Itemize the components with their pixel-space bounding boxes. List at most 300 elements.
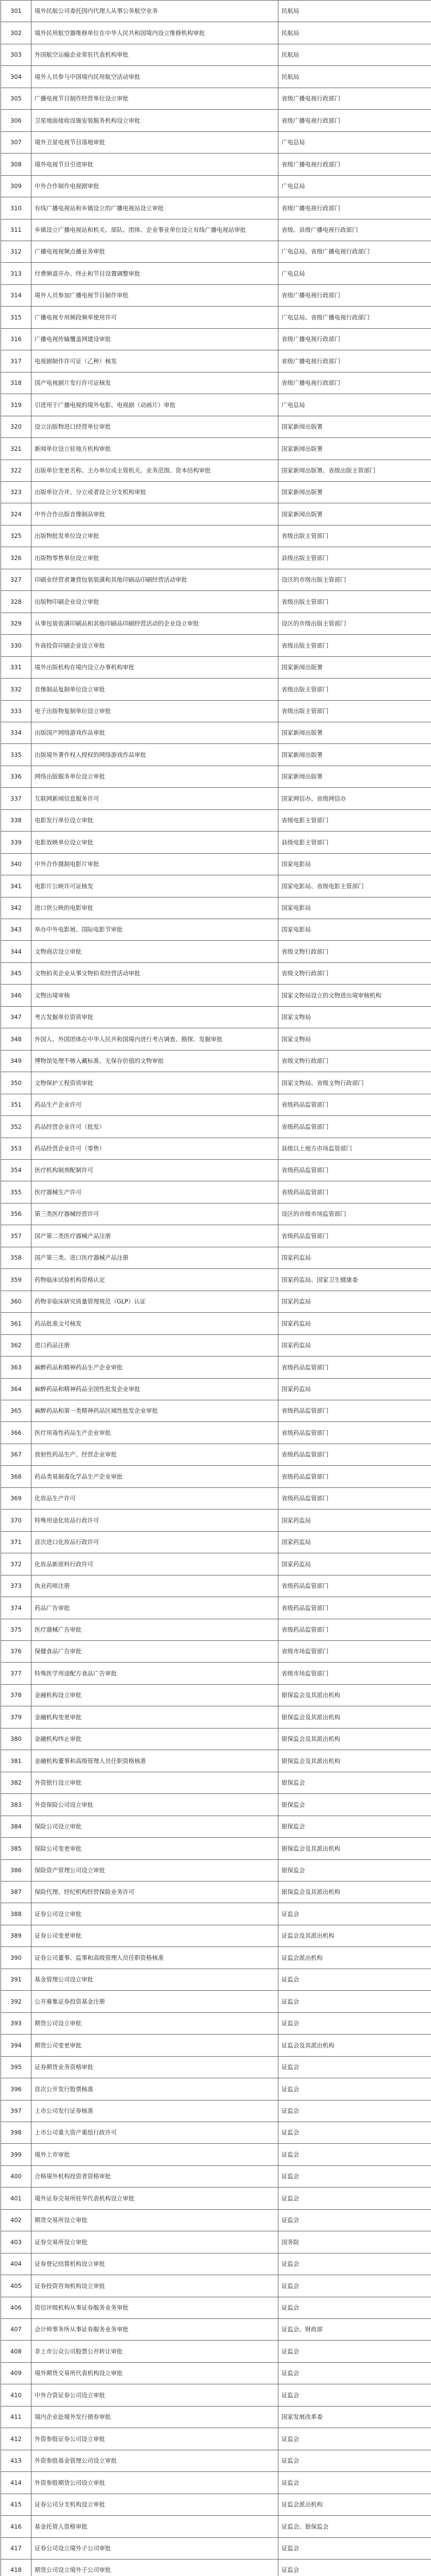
table-row [1,547,431,569]
row-number-text: 336 [10,773,22,781]
approval-item-name-text: 境外电视节目引进审批 [35,160,93,168]
approving-department [278,1925,431,1946]
approving-department-text: 省级文物行政部门 [281,1057,329,1065]
row-number-text: 313 [10,269,22,277]
approval-item-name-text: 境外期货交易所代表机构设立审批 [35,2369,123,2377]
table-row [1,1597,431,1619]
approving-department [278,1444,431,1465]
approving-department-text: 民航局 [281,73,300,80]
approval-item-name [31,1313,278,1334]
row-number [1,175,31,197]
approval-item-name [31,1750,278,1772]
approval-item-name [31,1072,278,1094]
row-number [1,307,31,328]
approving-department [278,2188,431,2209]
approval-item-name-text: 文物出境审核 [35,991,70,999]
table-row [1,1969,431,1990]
approval-item-name-text: 药品类易制毒化学品生产企业审批 [35,1472,123,1480]
table-row [1,1531,431,1553]
approval-item-name [31,656,278,678]
row-number [1,1553,31,1575]
approving-department-text: 国家新闻出版署 [281,488,323,496]
approving-department [278,853,431,875]
approving-department [278,722,431,743]
table-row [1,569,431,590]
approving-department-text: 国家新闻出版署 [281,445,323,452]
approving-department-text: 省级文物行政部门 [281,947,329,955]
approval-item-name-text: 中外合资证券公司设立审批 [35,2391,105,2399]
row-number-text: 389 [10,1932,22,1940]
row-number-text: 343 [10,926,22,934]
table-row [1,1794,431,1816]
row-number-text: 391 [10,1976,22,1984]
table-row [1,853,431,875]
row-number-text: 302 [10,29,22,37]
approving-department [278,2078,431,2100]
row-number [1,832,31,853]
approving-department [278,766,431,787]
approval-item-name [31,1357,278,1378]
row-number [1,2560,31,2576]
approval-item-name-text: 医疗机构制剂配制许可 [35,1166,93,1174]
approving-department-text: 省级药品监管部门 [281,1625,329,1633]
approval-item-name-text: 外资保险公司设立审批 [35,1801,93,1808]
approval-item-name [31,131,278,153]
table-row [1,481,431,503]
row-number [1,1247,31,1268]
table-row [1,2100,431,2122]
approval-item-name [31,2516,278,2537]
approval-item-name-text: 出版物批发单位设立审批 [35,532,100,540]
row-number-text: 316 [10,335,22,343]
row-number-text: 334 [10,729,22,737]
table-row [1,2472,431,2494]
approving-department-text: 省级出版主管部门 [281,707,329,715]
approval-item-name [31,788,278,809]
approving-department-text: 省级市场监管部门 [281,1648,329,1655]
approving-department-text: 国家新闻出版署 [281,751,323,758]
approving-department [278,1597,431,1619]
table-row [1,809,431,831]
table-row [1,1772,431,1793]
approval-item-name-text: 金融机构董事和高级管理人员任职资格核准 [35,1757,146,1765]
row-number-text: 398 [10,2129,22,2137]
row-number-text: 413 [10,2457,22,2465]
row-number [1,656,31,678]
table-row [1,1072,431,1094]
row-number [1,1794,31,1816]
approval-item-name-text: 药品经营企业许可（零售） [35,1145,105,1153]
row-number-text: 416 [10,2522,22,2530]
row-number [1,2428,31,2450]
table-row [1,941,431,962]
approving-department-text: 国家新闻出版署、省级出版主管部门 [281,466,376,474]
row-number [1,2494,31,2515]
table-row [1,635,431,656]
approving-department [278,941,431,962]
row-number-text: 392 [10,1997,22,2005]
row-number-text: 340 [10,860,22,868]
approving-department-text: 设区的市级市场监管部门 [281,1210,346,1218]
table-row [1,1553,431,1575]
approval-item-name [31,2450,278,2471]
approval-item-name [31,460,278,481]
table-row [1,613,431,634]
approval-item-name [31,219,278,241]
table-row [1,2384,431,2406]
row-number-text: 322 [10,466,22,474]
row-number [1,853,31,875]
approval-item-name [31,875,278,897]
row-number [1,22,31,44]
row-number [1,416,31,437]
approving-department-text: 国家药监局 [281,1254,311,1262]
approving-department [278,1203,431,1225]
approving-department-text: 证监会 [281,2063,300,2071]
row-number [1,394,31,416]
approving-department [278,372,431,394]
table-row [1,2012,431,2034]
row-number [1,525,31,547]
row-number [1,1510,31,1531]
approval-item-name-text: 金融机构终止审批 [35,1735,82,1743]
approving-department-text: 国家文物局 [281,1013,311,1021]
approving-department [278,2122,431,2143]
approval-item-name-text: 电影片公映许可证核发 [35,882,93,890]
approval-items-table [1,0,431,2576]
approval-item-name-text: 证券公司设立境外子公司审批 [35,2545,111,2552]
approving-department-text: 省级出版主管部门 [281,641,329,649]
row-number-text: 382 [10,1779,22,1787]
approving-department [278,2450,431,2471]
approving-department-text: 证监会 [281,2457,300,2465]
approving-department [278,700,431,722]
table-row [1,394,431,416]
row-number-text: 355 [10,1188,22,1196]
approving-department [278,809,431,831]
approval-item-name [31,2100,278,2122]
approval-item-name-text: 化妆品生产许可 [35,1495,76,1502]
approval-item-name-text: 期货公司变更审批 [35,2041,82,2049]
table-row [1,2560,431,2576]
approving-department-text: 国家新闻出版署 [281,729,323,737]
row-number-text: 333 [10,707,22,715]
approving-department-text: 省级药品监管部门 [281,1166,329,1174]
row-number-text: 323 [10,488,22,496]
row-number-text: 380 [10,1735,22,1743]
row-number [1,2144,31,2165]
approving-department [278,1706,431,1728]
approval-item-name-text: 麻醉药品和第一类精神药品区域性批发企业审批 [35,1407,158,1415]
approval-item-name-text: 电影放映单位设立审批 [35,838,93,846]
approving-department-text: 设区的市级出版主管部门 [281,620,346,628]
approval-item-name-text: 印刷业经营者兼营包装装潢和其他印刷品印刷经营活动审批 [35,576,188,584]
row-number [1,1575,31,1597]
row-number-text: 379 [10,1713,22,1721]
approving-department [278,2209,431,2231]
approval-item-name [31,1334,278,1356]
approving-department [278,1859,431,1881]
approval-item-name [31,962,278,984]
row-number [1,679,31,700]
approving-department-text: 证监会 [281,2369,300,2377]
row-number-text: 411 [10,2413,22,2421]
row-number [1,1969,31,1990]
approval-item-name [31,2406,278,2428]
approving-department [278,263,431,284]
approval-item-name-text: 从事包装装潢印刷品和其他印刷品印刷经营活动的企业设立审批 [35,620,199,628]
row-number [1,613,31,634]
approval-item-name-text: 出版单位合并、分立或者设立分支机构审批 [35,488,146,496]
approval-item-name-text: 国产第二类医疗器械产品注册 [35,1232,111,1240]
row-number [1,2122,31,2143]
approval-item-name [31,635,278,656]
row-number-text: 388 [10,1910,22,1918]
approval-item-name [31,1487,278,1509]
table-row [1,503,431,525]
row-number [1,241,31,262]
approving-department [278,2428,431,2450]
approval-item-name [31,416,278,437]
table-row [1,2253,431,2275]
table-row [1,2275,431,2297]
approving-department-text: 县级电影主管部门 [281,838,329,846]
row-number [1,1838,31,1859]
approving-department-text: 省级药品监管部门 [281,1451,329,1459]
approval-item-name-text: 药品广告审批 [35,1604,70,1612]
approving-department [278,1400,431,1422]
approval-item-name [31,1444,278,1465]
approval-item-name [31,1291,278,1312]
approving-department-text: 设区的市级出版主管部门 [281,576,346,584]
row-number-text: 359 [10,1276,22,1283]
approval-item-name-text: 境外证券交易所驻华代表机构设立审批 [35,2194,135,2202]
approving-department [278,525,431,547]
row-number [1,875,31,897]
approving-department [278,1378,431,1400]
approving-department-text: 国家电影局 [281,926,311,934]
approval-item-name [31,307,278,328]
row-number-text: 408 [10,2347,22,2355]
table-row [1,2122,431,2143]
approving-department [278,569,431,590]
row-number-text: 354 [10,1166,22,1174]
approving-department-text: 证监会及其派出机构 [281,1932,335,1940]
table-row [1,2450,431,2471]
approving-department-text: 证监会 [281,2150,300,2158]
approval-item-name-text: 执业药师注册 [35,1582,70,1590]
table-row [1,1334,431,1356]
approval-item-name [31,1422,278,1444]
table-row [1,438,431,460]
row-number-text: 356 [10,1210,22,1218]
row-number [1,962,31,984]
table-row [1,372,431,394]
approving-department-text: 省级药品监管部门 [281,1123,329,1130]
approving-department-text: 省级出版主管部门 [281,598,329,605]
approving-department [278,1225,431,1247]
row-number [1,2362,31,2384]
row-number-text: 395 [10,2063,22,2071]
approval-item-name [31,700,278,722]
approval-item-name-text: 外国人、外国团体在中华人民共和国境内进行考古调查、勘探、发掘审批 [35,1035,223,1043]
approving-department-text: 证监会 [281,2173,300,2180]
row-number [1,1028,31,1050]
approval-item-name-text: 进口药品注册 [35,1342,70,1349]
approval-item-name-text: 广播电视节目制作经营单位设立审批 [35,95,129,103]
table-row [1,1838,431,1859]
approval-item-name [31,1247,278,1268]
approving-department [278,1466,431,1487]
approving-department [278,503,431,525]
approval-item-name [31,2472,278,2494]
approving-department [278,679,431,700]
approving-department-text: 证监会 [281,1910,300,1918]
approving-department-text: 国务院 [281,2238,300,2246]
approval-item-name-text: 基金管理公司设立审批 [35,1976,93,1984]
approving-department [278,1072,431,1094]
row-number [1,2516,31,2537]
row-number [1,2188,31,2209]
approval-item-name [31,2275,278,2297]
approving-department [278,2165,431,2187]
approval-item-name-text: 合格境外机构投资者资格审批 [35,2173,111,2180]
row-number-text: 397 [10,2107,22,2114]
approval-item-name-text: 出版单位变更名称、主办单位或主管机关、业务范围、资本结构审批 [35,466,211,474]
row-number [1,2078,31,2100]
row-number [1,2319,31,2341]
approving-department [278,875,431,897]
row-number-text: 314 [10,292,22,299]
row-number [1,941,31,962]
row-number-text: 371 [10,1538,22,1546]
approving-department-text: 国家新闻出版署 [281,510,323,518]
row-number [1,1,31,22]
approval-item-name [31,2384,278,2406]
approving-department-text: 县级以上地方市场监管部门 [281,1145,352,1153]
approval-item-name-text: 资信评级机构从事证券服务业务审批 [35,2304,129,2312]
approving-department [278,175,431,197]
approving-department [278,2253,431,2275]
row-number [1,1138,31,1159]
approval-item-name [31,766,278,787]
row-number [1,1706,31,1728]
row-number-text: 312 [10,248,22,256]
approval-item-name-text: 特殊医学用途配方食品广告审批 [35,1669,117,1677]
row-number-text: 317 [10,357,22,365]
approving-department [278,2100,431,2122]
row-number-text: 367 [10,1451,22,1459]
approval-item-name-text: 引进用于广播电视的境外电影、电视剧（动画片）审批 [35,401,176,409]
table-row [1,1816,431,1837]
row-number [1,635,31,656]
row-number-text: 309 [10,182,22,190]
table-row [1,1028,431,1050]
table-row [1,1,431,22]
row-number-text: 366 [10,1429,22,1436]
approving-department-text: 银保监会及其派出机构 [281,1844,340,1852]
table-row [1,1138,431,1159]
approval-item-name-text: 境内企业赴境外发行债券审批 [35,2413,111,2421]
row-number [1,350,31,372]
row-number [1,1378,31,1400]
approving-department [278,1553,431,1575]
row-number-text: 415 [10,2501,22,2509]
row-number [1,788,31,809]
row-number [1,2384,31,2406]
approving-department-text: 银保监会及其派出机构 [281,1888,340,1896]
approval-item-name-text: 国产电视剧片发行许可证核发 [35,379,111,387]
approval-item-name-text: 外资参股期货公司设立审批 [35,2479,105,2486]
approving-department-text: 省级药品监管部门 [281,1472,329,1480]
approving-department [278,328,431,350]
row-number-text: 320 [10,423,22,431]
table-row [1,44,431,65]
table-row [1,679,431,700]
approval-item-name [31,1772,278,1793]
table-row [1,1094,431,1115]
approval-item-name [31,2560,278,2576]
approval-item-name-text: 进口供公映的电影审批 [35,904,93,912]
approval-item-name-text: 外资银行设立审批 [35,1779,82,1787]
row-number-text: 365 [10,1407,22,1415]
approval-item-name [31,985,278,1006]
row-number [1,2406,31,2428]
table-row [1,2406,431,2428]
table-row [1,1225,431,1247]
approval-item-name-text: 第三类医疗器械经营许可 [35,1210,100,1218]
approval-item-name [31,2297,278,2318]
approval-item-name [31,1663,278,1684]
approving-department [278,613,431,634]
approval-item-name [31,66,278,88]
approval-item-name-text: 化妆品新原料行政许可 [35,1560,93,1568]
row-number-text: 376 [10,1648,22,1655]
approving-department-text: 广电总局 [281,401,305,409]
approving-department-text: 国家新闻出版署 [281,664,323,671]
approving-department [278,416,431,437]
approving-department-text: 国家发展改革委 [281,2413,323,2421]
row-number [1,1072,31,1094]
row-number-text: 319 [10,401,22,409]
row-number [1,809,31,831]
row-number [1,744,31,766]
approving-department-text: 银保监会及其派出机构 [281,1735,340,1743]
approval-item-name-text: 证券公司分支机构设立审批 [35,2501,105,2509]
approval-item-name [31,2188,278,2209]
table-row [1,328,431,350]
approving-department-text: 省级药品监管部门 [281,1232,329,1240]
approval-item-name-text: 外资参股基金管理公司设立审批 [35,2457,117,2465]
approving-department [278,2231,431,2253]
row-number [1,110,31,131]
row-number [1,1050,31,1072]
approval-item-name-text: 卫星地面接收设施安装服务机构设立审批 [35,116,141,124]
approving-department-text: 广电总局 [281,269,305,277]
table-row [1,1510,431,1531]
row-number [1,328,31,350]
approving-department-text: 省级广播电视行政部门 [281,357,340,365]
approving-department [278,131,431,153]
approving-department-text: 国家文物局 [281,1035,311,1043]
approving-department [278,2560,431,2576]
row-number [1,1181,31,1203]
approving-department [278,1947,431,1969]
approving-department [278,1160,431,1181]
row-number [1,547,31,569]
approval-item-name [31,2537,278,2559]
approving-department [278,2494,431,2515]
